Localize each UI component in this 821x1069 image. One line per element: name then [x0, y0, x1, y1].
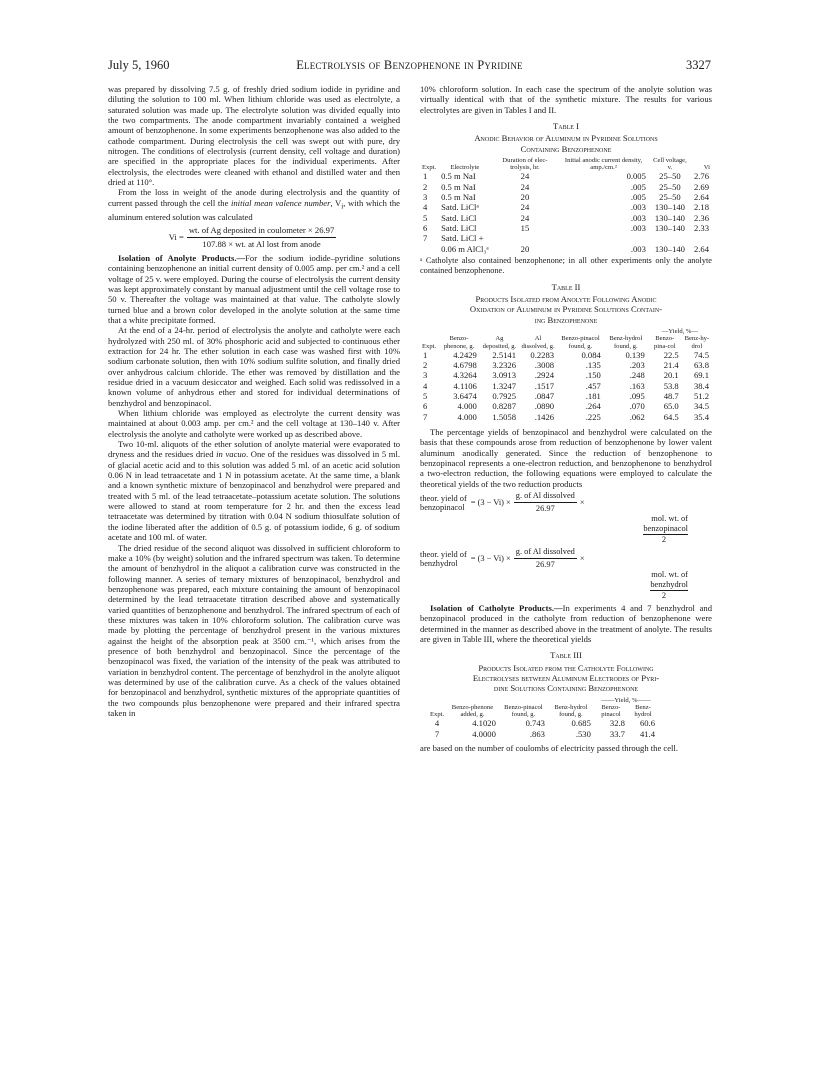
paragraph: Isolation of Catholyte Products.—In experiments 4 and 7 benzhydrol and benzopinacol produced in the catholyte from reduction of benzophenone were determined in the manner as described above in the treatment of anolyte. The results are given in Table III, where the theoretical yields: [420, 603, 712, 645]
table-cell: 130–140: [654, 212, 685, 223]
table-cell: .1426: [534, 411, 555, 422]
table-cell: 69.1: [693, 370, 709, 381]
paragraph: The dried residue of the second aliquot was dissolved in sufficient chloroform to make a 10% (by weight) solution and the infrared spectrum was taken. To determine the amount of benzhydrol in the aliquot a calibration curve was constructed in the following manner. A series of ternary mixtures of benzopinacol, benzhydrol and benzophenone was prepared, each mixture containing the amount of benzopinacol determined by the lead tetraacetate titration described above and systematically varied quantities of benzophenone and benzhydrol. The infrared spectrum of each of these mixtures was taken in 10% chloroform solution. The calibration curve was made by plotting the percentage of benzhydrol present in the various mixtures against the height of the absorption peak at 3500 cm.⁻¹, which arises from the presence of both benzhydrol and benzopinacol. Since the percentage of the benzopinacol was fixed, the variation of the intensity of the peak was attributed to variation in benzhydrol content. The percentage of benzhydrol in the anolyte aliquot was determined by use of the calibration curve. As a check of the values obtained for benzopinacol and benzhydrol, synthetic mixtures of the appropriate quantities of the two compounds plus benzophenone were prepared and their infrared spectra taken in: [108, 542, 400, 718]
column-header: Benz-hydrol found, g.: [609, 335, 643, 350]
table-label: Table II: [551, 281, 581, 292]
column-header: Expt.: [422, 342, 437, 350]
table-cell: 2.69: [693, 181, 709, 192]
table-cell: [492, 233, 558, 243]
table-caption: Products Isolated from the Catholyte Following: [478, 662, 654, 673]
yield-equation-benzopinacol: theor. yield of benzopinacol = (3 − Vi) × $\frac{\text{g. of Al dissolved}}{26.97}$ × mol. wt. of benzopinacol 2: [420, 491, 712, 545]
table-cell: 0.743: [525, 718, 545, 729]
equation-lhs: Vi =: [168, 231, 184, 242]
equation-fraction: $\frac{\text{g. of Al dissolved}}{26.97}$: [515, 547, 575, 569]
column-header: Expt.: [422, 164, 437, 172]
table-cell: .0890: [534, 401, 555, 412]
table-cell: .150: [585, 370, 601, 381]
table-cell: 25–50: [659, 181, 681, 192]
table-cell: 2.64: [693, 243, 709, 254]
column-header: Benz-hydrol: [634, 704, 652, 719]
table-row: [420, 391, 712, 401]
table-cell: 63.8: [693, 360, 709, 371]
table-cell: 24: [520, 202, 530, 213]
table-row: [420, 202, 712, 212]
table-cell: .181: [585, 391, 601, 402]
table-row: [420, 401, 712, 411]
column-header: Expt.: [430, 711, 445, 719]
table-cell: 32.8: [609, 718, 625, 729]
paragraph: When lithium chloride was employed as electrolyte the current density was maintained at about 0.003 amp. per cm.² and the cell voltage at 130–140 v. After electrolysis the anolyte and catholyte were worked up as described above.: [108, 408, 400, 439]
column-header: Benzo-phenone added, g.: [451, 704, 494, 719]
table-3: [420, 650, 712, 739]
table-cell: .264: [585, 401, 601, 412]
table-cell: 1: [423, 171, 428, 182]
table-cell: 7: [423, 233, 428, 244]
table-cell: 0.005: [626, 171, 646, 182]
table-cell: 0.084: [581, 349, 601, 360]
paragraph: Isolation of Anolyte Products.—For the sodium iodide–pyridine solutions containing benzophenone an initial current density of 0.005 amp. per cm.² and a cell voltage of 25 v. were employed. During the course of electrolysis the current density was kept approximately constant by manual adjustment until the cell voltage rose to 50 v. Thereafter the voltage was maintained at that value. The catholyte slowly turned blue and a brown color developed in the anolyte solution at the same time that a white precipitate formed.: [108, 252, 401, 325]
data-table: [420, 328, 712, 422]
column-header: Al dissolved, g.: [521, 335, 555, 350]
table-caption: Oxidation of Aluminum in Pyridine Solutions Contain-: [469, 304, 663, 315]
table-cell: 0.5 m NaI: [441, 192, 476, 203]
column-header: Benzo-pina-col: [653, 335, 676, 350]
table-row: [420, 213, 712, 223]
table-cell: 3.6474: [453, 391, 477, 402]
table-cell: 2: [423, 360, 428, 371]
table-row: [420, 381, 712, 391]
table-cell: 20: [520, 192, 530, 203]
table-cell: 2.76: [693, 171, 709, 182]
equation-lhs: benzopinacol: [420, 502, 465, 512]
column-group-header: —Yield, %—: [661, 328, 699, 336]
paragraph: are based on the number of coulombs of electricity passed through the cell.: [420, 743, 678, 753]
table-cell: .2924: [534, 370, 555, 381]
table-cell: 51.2: [693, 391, 709, 402]
table-cell: 2.18: [693, 202, 709, 213]
table-caption: Electrolyses between Aluminum Electrodes of Pyri-: [472, 672, 660, 683]
column-header: Benzo-pinacol found, g.: [561, 335, 600, 350]
table-row: [420, 350, 712, 360]
table-cell: 4.3264: [453, 370, 477, 381]
column-header: Ag deposited, g.: [482, 335, 517, 350]
table-cell: 35.4: [693, 411, 709, 422]
table-cell: Satd. LiCl: [441, 212, 477, 223]
table-cell: 25–50: [659, 192, 681, 203]
table-cell: 0.5 m NaI: [441, 181, 476, 192]
table-caption: Anodic Behavior of Aluminum in Pyridine Solutions: [474, 133, 658, 144]
table-row: [420, 244, 712, 254]
table-cell: .203: [629, 360, 645, 371]
table-1: [420, 121, 712, 276]
table-cell: .3008: [534, 360, 555, 371]
table-cell: 4.1106: [453, 380, 477, 391]
table-2: [420, 282, 712, 422]
table-cell: 21.4: [663, 360, 679, 371]
table-cell: 41.4: [639, 728, 655, 739]
table-cell: 5: [423, 212, 428, 223]
equation-lhs: benzhydrol: [420, 558, 458, 568]
table-cell: 2.36: [693, 212, 709, 223]
table-cell: [691, 233, 712, 243]
table-cell: .248: [629, 370, 645, 381]
table-cell: .225: [585, 411, 601, 422]
yield-equation-benzhydrol: theor. yield of benzhydrol = (3 − Vi) × $\frac{\text{g. of Al dissolved}}{26.97}$ × mol. wt. of benzhydrol 2: [420, 547, 712, 601]
table-row: [420, 412, 712, 422]
column-header: Benzo-pinacol: [601, 704, 621, 719]
table-label: Table I: [553, 121, 579, 132]
table-cell: .003: [630, 222, 646, 233]
table-cell: .530: [575, 728, 591, 739]
running-header: [108, 58, 711, 74]
table-row: [420, 171, 712, 181]
table-cell: 2.64: [693, 192, 709, 203]
equation-numerator: wt. of Ag deposited in coulometer × 26.97: [187, 225, 336, 237]
table-cell: 7: [423, 411, 428, 422]
table-cell: 22.5: [663, 349, 679, 360]
table-caption: dine Solutions Containing Benzophenone: [493, 683, 639, 694]
table-cell: 3: [423, 370, 428, 381]
valence-equation: [108, 225, 400, 249]
table-cell: 6: [423, 222, 428, 233]
equation-lhs: theor. yield of: [420, 493, 467, 503]
table-cell: 1.5058: [492, 411, 517, 422]
table-cell: 0.7925: [492, 391, 517, 402]
table-cell: 0.685: [571, 718, 591, 729]
table-row: [420, 370, 712, 380]
table-cell: .005: [630, 181, 646, 192]
table-caption: ing Benzophenone: [534, 314, 598, 325]
table-cell: 24: [520, 181, 530, 192]
table-cell: 0.139: [625, 349, 645, 360]
table-row: [420, 192, 712, 202]
table-row: [428, 729, 658, 739]
table-cell: 0.06 m AlCl₃ᵃ: [441, 243, 489, 254]
table-cell: 3.2326: [492, 360, 517, 371]
table-cell: 20.1: [663, 370, 679, 381]
table-cell: .0847: [534, 391, 555, 402]
table-cell: 38.4: [693, 380, 709, 391]
table-cell: 64.5: [663, 411, 679, 422]
equation-operator: = (3 − Vi) ×: [470, 553, 511, 563]
table-cell: .135: [585, 360, 601, 371]
table-cell: Satd. LiClᵃ: [441, 202, 479, 213]
table-cell: 4.000: [457, 411, 477, 422]
paragraph: The percentage yields of benzopinacol and benzhydrol were calculated on the basis that these compounds arose from reduction of benzophenone by lower valent aluminum anodically generated. Since the reduction of benzophenone to benzopinacol represents a one-electron reduction, and benzophenone to benzhydrol a two-electron reduction, the following equations were employed to calculate the theoretical yields of the two reduction products: [420, 426, 712, 489]
paragraph: was prepared by dissolving 7.5 g. of freshly dried sodium iodide in pyridine and diluting the solution to 100 ml. When lithium chloride was used as electrolyte, a saturated solution was made up. The electrolyte solution was divided equally into the two compartments. The anode compartment invariably contained a weighed amount of benzophenone. In some experiments benzophenone was also added to the cathode compartment. During electrolysis the cell was swept out with pure, dry nitrogen. The conditions of electrolysis (current density, cell voltage and duration) are specified in the appropriate places for the individual experiments. After electrolysis, the electrodes were cleaned with ethanol and distilled water and then dried at 110°.: [108, 84, 400, 188]
table-cell: 3.0913: [492, 370, 517, 381]
table-cell: .062: [629, 411, 645, 422]
table-cell: .863: [529, 728, 545, 739]
table-cell: 6: [423, 401, 428, 412]
column-header: Vi: [703, 164, 710, 172]
paragraph: At the end of a 24-hr. period of electrolysis the anolyte and catholyte were each hydrolyzed with 250 ml. of 30% phosphoric acid and subjected to continuous ether extraction for 24 hr. The ether solution in each case was washed first with 10% sodium carbonate solution, then with 10% sodium sulfite solution, and finally dried over anhydrous calcium chloride. The ether was removed by distillation and the residue dried in a vacuum desiccator and weighed. Each solid was redissolved in a known volume of anhydrous ether and stored for individual determinations of benzhydrol and benzopinacol.: [108, 325, 400, 408]
equation-lhs: theor. yield of: [420, 549, 467, 559]
equation-molar-factor: mol. wt. of benzhydrol 2: [650, 570, 688, 600]
table-cell: 2.5141: [492, 349, 517, 360]
table-cell: 74.5: [693, 349, 709, 360]
table-cell: .070: [629, 401, 645, 412]
equation-operator: = (3 − Vi) ×: [470, 497, 511, 507]
table-row: [420, 182, 712, 192]
column-header: Benz-hydrol found, g.: [554, 704, 588, 719]
table-cell: 24: [520, 212, 530, 223]
column-header: Benzo-phenone, g.: [443, 335, 475, 350]
section-heading: Isolation of Catholyte Products.—: [430, 603, 563, 613]
table-cell: 0.5 m NaI: [441, 171, 476, 182]
table-cell: .1517: [534, 380, 555, 391]
column-group-header: ——Yield, %——: [601, 696, 651, 704]
table-cell: Satd. LiCl +: [441, 233, 484, 244]
table-cell: 0.2283: [530, 349, 555, 360]
table-row: [420, 233, 712, 243]
header-title: Electrolysis of Benzophenone in Pyridine: [296, 58, 523, 72]
data-table: [428, 697, 658, 739]
paragraph: From the loss in weight of the anode during electrolysis and the quantity of current passed through the cell the initial mean valence number, $V_i$, with which the aluminum entered solution was calculated: [108, 187, 400, 222]
table-cell: 25–50: [659, 171, 681, 182]
table-cell: .005: [630, 192, 646, 203]
table-cell: 4.2429: [453, 349, 477, 360]
table-cell: 33.7: [609, 728, 625, 739]
equation-denominator: 107.88 × wt. at Al lost from anode: [202, 238, 321, 249]
table-cell: 53.8: [663, 380, 679, 391]
equation-fraction: [187, 225, 336, 249]
table-cell: 4.0000: [472, 728, 496, 739]
right-column: [420, 84, 712, 753]
table-caption: Products Isolated from Anolyte Following Anodic: [475, 294, 657, 305]
table-cell: 20: [520, 243, 530, 254]
table-cell: Satd. LiCl: [441, 222, 477, 233]
data-table: [420, 157, 712, 254]
table-cell: 2: [423, 181, 428, 192]
table-cell: 130–140: [654, 202, 685, 213]
table-cell: .457: [585, 380, 601, 391]
equation-fraction: $\frac{\text{g. of Al dissolved}}{26.97}$: [515, 491, 575, 513]
table-row: [428, 718, 658, 728]
header-page-number: 3327: [686, 58, 711, 72]
table-row: [420, 223, 712, 233]
paragraph: Two 10-ml. aliquots of the ether solution of anolyte material were evaporated to dryness and the residues dried in vacuo. One of the residues was dissolved in 5 ml. of glacial acetic acid and to this solution was added 5 ml. of an acetic acid solution 0.06 N in lead tetraacetate and 1 N in potassium acetate. At the same time, a blank and a known synthetic mixture of benzopinacol and benzhydrol were prepared and treated with 5 ml. of the lead tetraacetate–potassium acetate solution. The solutions were allowed to stand at room temperature for 2 hr. and then the excess lead tetraacetate was determined by titration with 0.04 N sodium thiosulfate solution of the iodine liberated after the addition of 0.5 g. of potassium iodide, 6 g. of sodium acetate and 100 ml. of water.: [108, 439, 400, 543]
table-cell: .003: [630, 202, 646, 213]
table-cell: [649, 233, 691, 243]
table-cell: .003: [630, 243, 646, 254]
table-cell: 4.000: [457, 401, 477, 412]
table-cell: 60.6: [639, 718, 655, 729]
column-header: Benzo-pinacol found, g.: [504, 704, 543, 719]
table-cell: 5: [423, 391, 428, 402]
table-cell: 3: [423, 192, 428, 203]
table-footnote: ᵃ Catholyte also contained benzophenone; in all other experiments only the anolyte contained benzophenone.: [420, 255, 712, 275]
table-cell: 4: [434, 718, 440, 729]
table-cell: .163: [629, 380, 645, 391]
header-date: July 5, 1960: [108, 58, 170, 72]
equation-molar-factor: mol. wt. of benzopinacol 2: [643, 514, 688, 544]
column-header: Benz-hy-drol: [684, 335, 710, 350]
table-cell: [420, 244, 438, 254]
table-cell: 130–140: [654, 243, 685, 254]
table-cell: 4: [423, 202, 428, 213]
table-cell: 65.0: [663, 401, 679, 412]
table-cell: .003: [630, 212, 646, 223]
table-cell: 1.3247: [492, 380, 517, 391]
column-header: Initial anodic current density, amp./cm.²: [564, 157, 643, 172]
table-cell: 4.6798: [453, 360, 477, 371]
table-cell: [558, 233, 649, 243]
table-cell: 48.7: [663, 391, 679, 402]
table-cell: .095: [629, 391, 645, 402]
column-header: Duration of elec-trolysis, hr.: [502, 157, 548, 172]
left-column: [108, 84, 400, 718]
column-header: Electrolyte: [450, 164, 480, 172]
paragraph: 10% chloroform solution. In each case the spectrum of the anolyte solution was virtually identical with that of the synthetic mixture. The results for various electrolytes are given in Tables I and II.: [420, 84, 712, 115]
table-cell: 7: [434, 728, 440, 739]
table-cell: 24: [520, 171, 530, 182]
column-header: Cell voltage, v.: [653, 157, 687, 172]
table-cell: 4.1020: [472, 718, 496, 729]
table-cell: 2.33: [693, 222, 709, 233]
table-label: Table III: [550, 650, 582, 661]
table-cell: 1: [423, 349, 428, 360]
table-caption: Containing Benzophenone: [520, 143, 612, 154]
section-heading: Isolation of Anolyte Products.—: [118, 252, 246, 263]
table-cell: 15: [520, 222, 530, 233]
table-cell: 34.5: [693, 401, 709, 412]
table-cell: 4: [423, 380, 428, 391]
table-cell: 130–140: [654, 222, 685, 233]
table-row: [420, 360, 712, 370]
table-cell: 0.8287: [492, 401, 517, 412]
